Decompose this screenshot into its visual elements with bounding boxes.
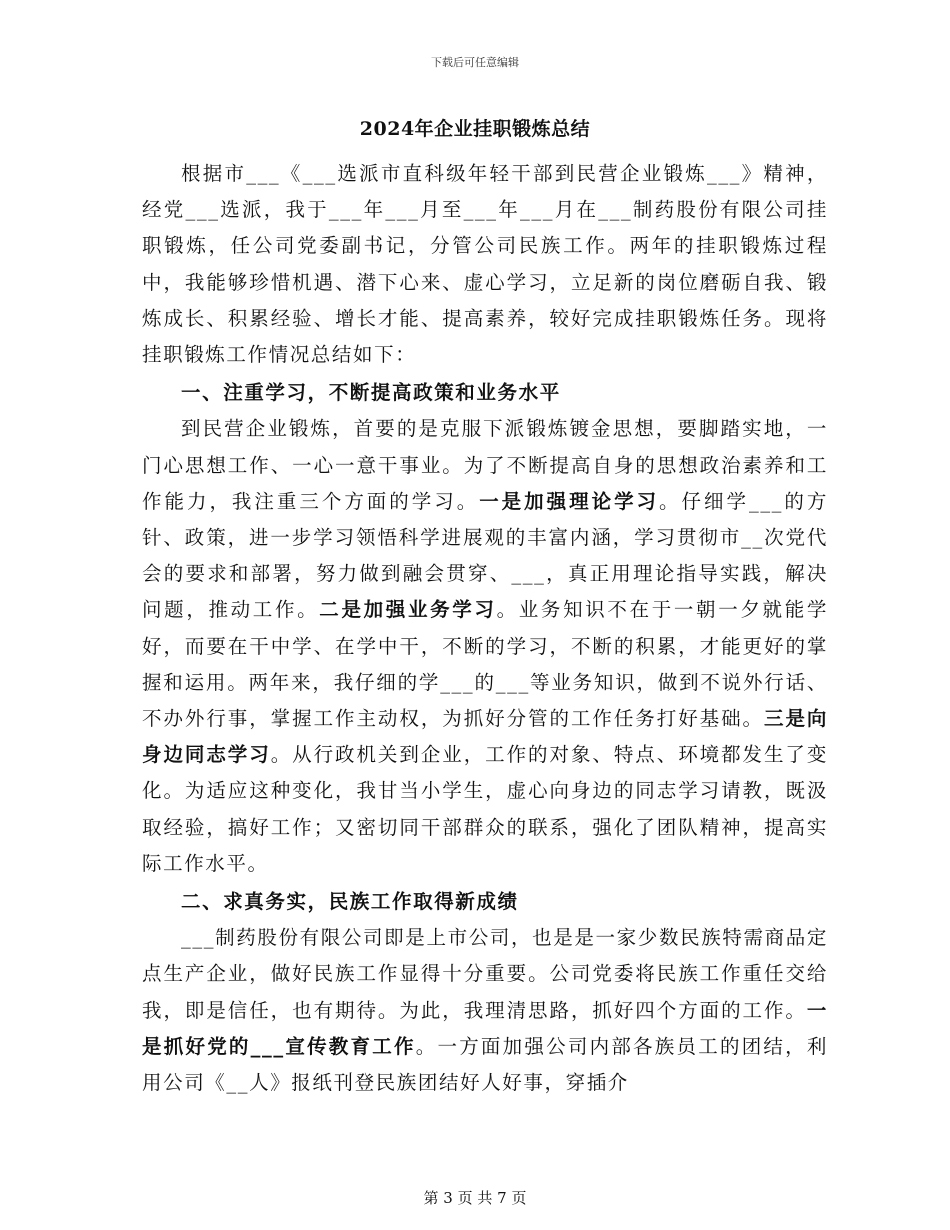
section-1-text-d: 。从行政机关到企业，工作的对象、特点、环境都发生了变化。为适应这种变化，我甘当小学生，虚心向身边的同志学习请教，既汲取经验，搞好工作；又密切同干部群众的联系，强化了团队精神，提高实际工作水平。 [142,743,828,875]
section-1-heading: 一、注重学习，不断提高政策和业务水平 [181,381,561,405]
section-1-paragraph [142,411,828,882]
section-2-bold-propaganda: 一是抓好党的___宣传教育工作 [142,998,828,1058]
section-2-text-b: 。一方面加强公司内部各族员工的团结，利用公司《__人》报纸刊登民族团结好人好事，穿插介 [142,1034,828,1095]
section-1-text-c: 。业务知识不在于一朝一夕就能学好，而要在干中学、在学中干，不断的学习，不断的积累，才能更好的掌握和运用。两年来，我仔细的学___的___等业务知识，做到不说外行话、不办外行事，掌握工作主动权，为抓好分管的工作任务打好基础。 [142,598,828,731]
section-2-paragraph [142,920,828,1101]
section-2-heading: 二、求真务实，民族工作取得新成绩 [181,890,519,914]
section-1-text-a: 到民营企业锻炼，首要的是克服下派锻炼镀金思想，要脚踏实地，一门心思想工作、一心一意干事业。为了不断提高自身的思想政治素养和工作能力，我注重三个方面的学习。 [142,417,828,513]
document-body [142,156,828,1101]
section-1-bold-business: 二是加强业务学习 [319,598,497,622]
section-1-text-b: 。仔细学___的方针、政策，进一步学习领悟科学进展观的丰富内涵，学习贯彻市__次党代会的要求和部署，努力做到融会贯穿、___，真正用理论指导实践，解决问题，推动工作。 [142,489,828,622]
header-note: 下载后可任意编辑 [431,56,519,69]
section-1-bold-theory: 一是加强理论学习 [479,489,660,513]
document-title: 2024年企业挂职锻炼总结 [359,118,591,140]
section-2-text-a: ___制药股份有限公司即是上市公司，也是是一家少数民族特需商品定点生产企业，做好民族工作显得十分重要。公司党委将民族工作重任交给我，即是信任，也有期待。为此，我理清思路，抓好四个方面的工作。 [142,926,828,1022]
section-1-bold-colleagues: 三是向身边同志学习 [142,707,828,767]
intro-paragraph: 根据市___《___选派市直科级年轻干部到民营企业锻炼___》精神，经党___选派，我于___年___月至___年___月在___制药股份有限公司挂职锻炼，任公司党委副书记，分管公司民族工作。两年的挂职锻炼过程中，我能够珍惜机遇、潜下心来、虚心学习，立足新的岗位磨砺自我、锻炼成长、积累经验、增长才能、提高素养，较好完成挂职锻炼任务。现将挂职锻炼工作情况总结如下： [142,162,829,367]
page-number: 第 3 页 共 7 页 [423,1189,527,1207]
